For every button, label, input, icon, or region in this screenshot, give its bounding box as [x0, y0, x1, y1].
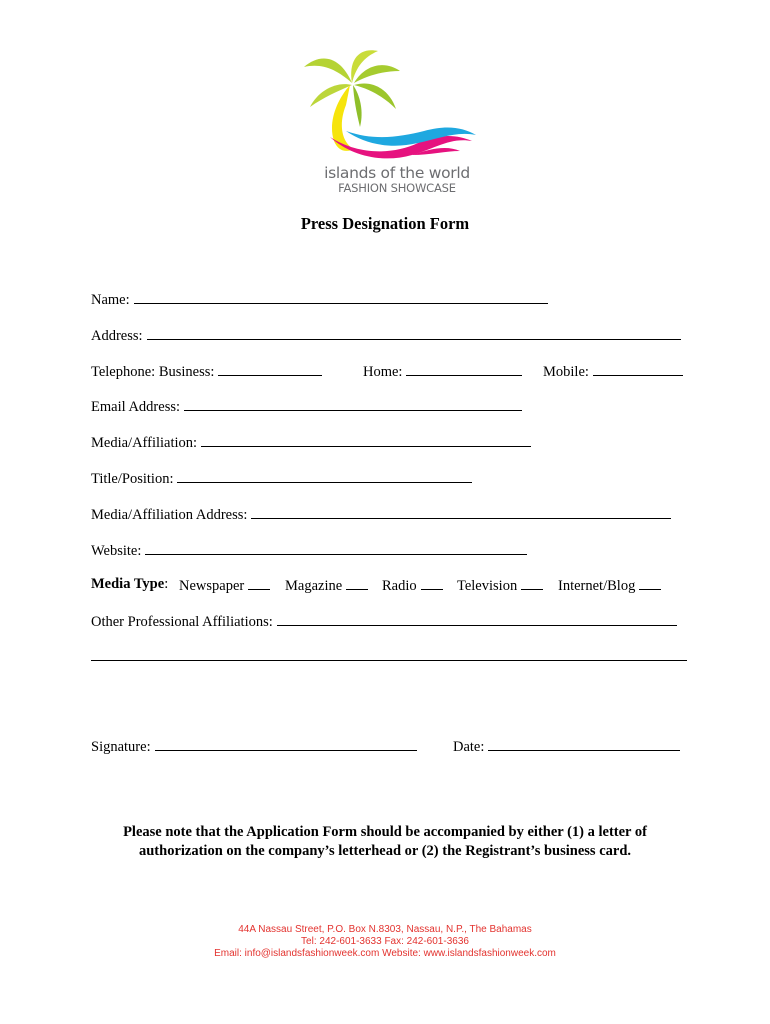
media-affiliation-address-field[interactable]	[91, 503, 671, 523]
newspaper-label: Newspaper	[179, 578, 245, 594]
internet-blog-blank[interactable]	[639, 574, 661, 590]
magazine-blank[interactable]	[346, 574, 368, 590]
media-affiliation-address-label: Media/Affiliation Address:	[91, 507, 248, 523]
website-field[interactable]	[91, 539, 527, 559]
footer-email-website: Email: info@islandsfashionweek.com Website: www.islandsfashionweek.com	[214, 948, 556, 959]
media-option-newspaper[interactable]	[179, 574, 270, 596]
other-affiliations-label: Other Professional Affiliations:	[91, 614, 273, 630]
islands-of-the-world-logo	[300, 45, 480, 205]
palm-tree-icon	[300, 45, 480, 165]
signature-row	[91, 735, 691, 755]
footer-address: 44A Nassau Street, P.O. Box N.8303, Nassau, N.P., The Bahamas	[238, 924, 532, 935]
mobile-phone-label: Mobile:	[543, 364, 589, 380]
mobile-phone-blank[interactable]	[593, 360, 683, 376]
telephone-business-field[interactable]	[91, 360, 322, 382]
media-type-row	[91, 574, 691, 594]
media-affiliation-address-blank[interactable]	[251, 503, 671, 519]
telephone-row	[91, 360, 691, 380]
name-blank[interactable]	[134, 288, 548, 304]
media-affiliation-field[interactable]	[91, 431, 531, 451]
signature-label: Signature:	[91, 739, 151, 755]
media-affiliation-blank[interactable]	[201, 431, 531, 447]
signature-field[interactable]	[91, 735, 417, 757]
address-blank[interactable]	[147, 324, 681, 340]
media-option-magazine[interactable]	[285, 574, 368, 596]
newspaper-blank[interactable]	[248, 574, 270, 590]
date-field[interactable]	[453, 735, 680, 757]
form-title: Press Designation Form	[300, 214, 470, 233]
email-field[interactable]	[91, 395, 522, 415]
other-affiliations-blank[interactable]	[277, 610, 677, 626]
telephone-business-blank[interactable]	[218, 360, 322, 376]
media-option-radio[interactable]	[382, 574, 443, 596]
address-label: Address:	[91, 328, 143, 344]
home-phone-blank[interactable]	[406, 360, 522, 376]
radio-label: Radio	[382, 578, 417, 594]
internet-blog-label: Internet/Blog	[558, 578, 636, 594]
date-blank[interactable]	[488, 735, 680, 751]
home-phone-label: Home:	[363, 364, 403, 380]
footer-phones: Tel: 242-601-3633 Fax: 242-601-3636	[301, 936, 469, 947]
email-label: Email Address:	[91, 399, 181, 415]
home-phone-field[interactable]	[363, 360, 522, 382]
other-affiliations-field[interactable]	[91, 610, 677, 630]
logo-wordmark-line2: FASHION SHOWCASE	[338, 181, 456, 195]
name-field[interactable]	[91, 288, 548, 308]
media-option-internet-blog[interactable]	[558, 574, 661, 596]
telephone-business-label: Telephone: Business:	[91, 364, 215, 380]
title-position-label: Title/Position:	[91, 471, 174, 487]
note-line2: authorization on the company’s letterhead or (2) the Registrant’s business card.	[138, 843, 632, 859]
television-blank[interactable]	[521, 574, 543, 590]
submission-note	[0, 823, 770, 861]
note-line1: Please note that the Application Form should be accompanied by either (1) a letter of	[123, 824, 647, 840]
name-label: Name:	[91, 292, 130, 308]
mobile-phone-field[interactable]	[543, 360, 683, 382]
media-affiliation-label: Media/Affiliation:	[91, 435, 198, 451]
logo-wordmark-line1: islands of the world	[324, 164, 470, 182]
date-label: Date:	[453, 739, 485, 755]
television-label: Television	[457, 578, 518, 594]
media-type-heading: Media Type:	[91, 576, 169, 592]
footer-contact	[0, 924, 770, 960]
title-position-field[interactable]	[91, 467, 472, 487]
website-blank[interactable]	[145, 539, 527, 555]
media-type-label: Media Type	[91, 576, 165, 592]
title-position-blank[interactable]	[177, 467, 472, 483]
email-blank[interactable]	[184, 395, 522, 411]
radio-blank[interactable]	[421, 574, 443, 590]
signature-blank[interactable]	[155, 735, 417, 751]
media-option-television[interactable]	[457, 574, 543, 596]
other-affiliations-continuation-line[interactable]	[91, 660, 687, 661]
address-field[interactable]	[91, 324, 681, 344]
website-label: Website:	[91, 543, 142, 559]
magazine-label: Magazine	[285, 578, 343, 594]
